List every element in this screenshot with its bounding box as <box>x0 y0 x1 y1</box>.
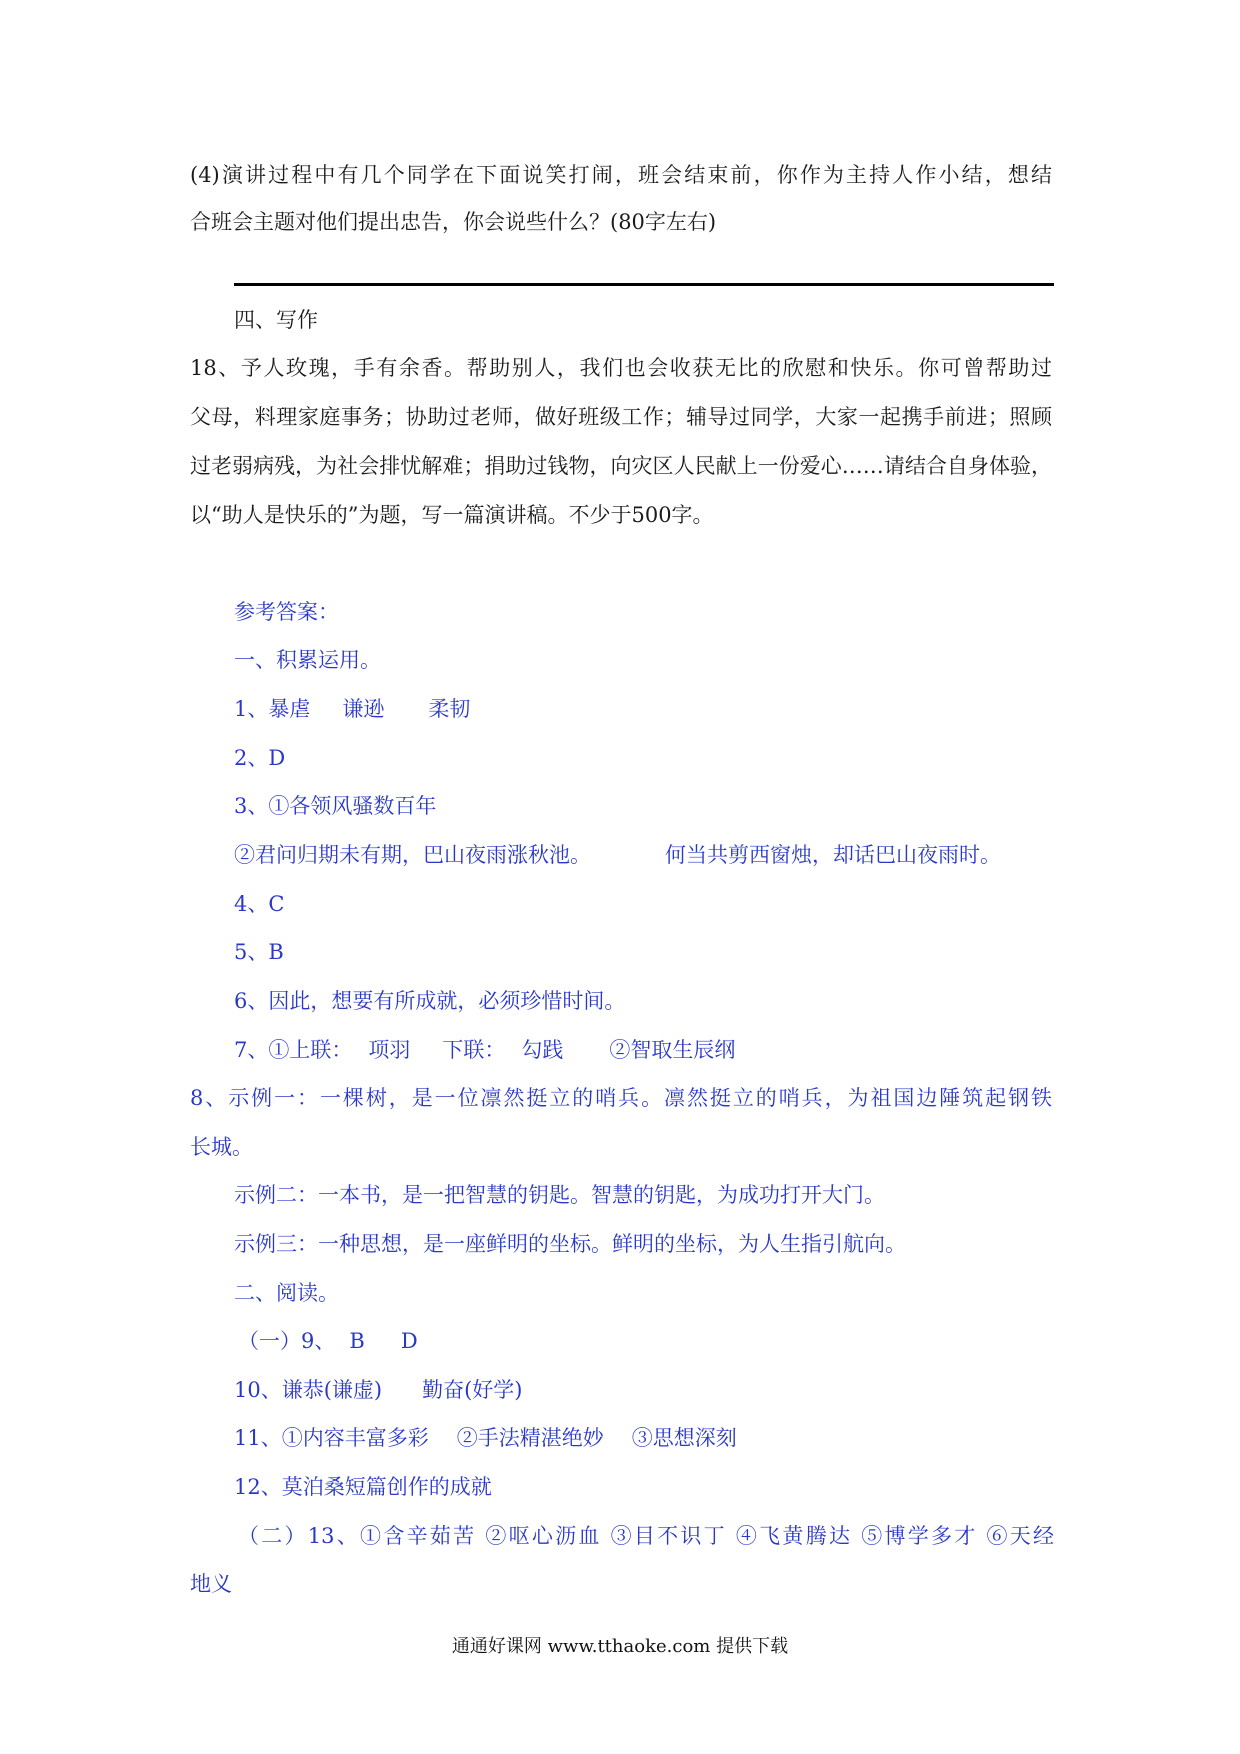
answer-12: 12、莫泊桑短篇创作的成就 <box>234 1475 492 1499</box>
answer-1 <box>234 694 470 724</box>
answer-13-line-1 <box>238 1521 1054 1551</box>
answer-line <box>234 283 1054 286</box>
answer-3a: 3、①各领风骚数百年 <box>234 794 437 818</box>
answer-10-b: 勤奋(好学) <box>422 1378 523 1402</box>
answer-5: 5、B <box>234 940 284 964</box>
answer-8-example-3: 示例三：一种思想，是一座鲜明的坐标。鲜明的坐标，为人生指引航向。 <box>234 1232 906 1256</box>
answer-1-c: 柔韧 <box>428 697 471 721</box>
answer-9-a: B <box>349 1329 365 1353</box>
answer-1-a: 1、暴虐 <box>234 697 311 721</box>
answer-13-a: （二）13、①含辛茹苦 <box>238 1524 477 1548</box>
answer-9 <box>238 1326 418 1356</box>
section-1-heading: 一、积累运用。 <box>234 648 381 672</box>
answer-10-a: 10、谦恭(谦虚) <box>234 1378 383 1402</box>
answer-3b <box>234 840 1001 870</box>
answer-13-e: ⑤博学多才 <box>861 1524 978 1548</box>
answer-11-c: ③思想深刻 <box>631 1426 737 1450</box>
answer-13-f: ⑥天经 <box>986 1524 1054 1548</box>
answer-4: 4、C <box>234 892 285 916</box>
answer-7-e: ②智取生辰纲 <box>609 1038 736 1062</box>
q4-line-2: 合班会主题对他们提出忠告，你会说些什么？(80字左右) <box>190 210 717 234</box>
page-footer: 通通好课网 www.tthaoke.com 提供下载 <box>451 1636 789 1657</box>
writing-line-3: 过老弱病残，为社会排忧解难；捐助过钱物，向灾区人民献上一份爱心……请结合自身体验， <box>190 454 1052 478</box>
answer-13-line-2: 地义 <box>190 1572 232 1596</box>
answer-7 <box>234 1035 735 1065</box>
answer-13-d: ④飞黄腾达 <box>735 1524 853 1548</box>
answer-11 <box>234 1423 737 1453</box>
answer-10 <box>234 1375 523 1405</box>
answer-11-a: 11、①内容丰富多彩 <box>234 1426 429 1450</box>
answer-13-b: ②呕心沥血 <box>485 1524 602 1548</box>
answer-3b-line-2: 何当共剪西窗烛，却话巴山夜雨时。 <box>665 843 1001 867</box>
answer-7-d: 勾践 <box>521 1038 564 1062</box>
answer-8-line-2: 长城。 <box>190 1135 253 1159</box>
answer-9-label: （一）9、 <box>238 1329 336 1353</box>
answer-7-c: 下联： <box>442 1038 506 1062</box>
q4-line-1: (4)演讲过程中有几个同学在下面说笑打闹，班会结束前，你作为主持人作小结，想结 <box>190 163 1052 187</box>
answer-8-example-2: 示例二：一本书，是一把智慧的钥匙。智慧的钥匙，为成功打开大门。 <box>234 1183 885 1207</box>
answer-13-c: ③目不识丁 <box>610 1524 727 1548</box>
answer-1-b: 谦逊 <box>342 697 385 721</box>
answer-6: 6、因此，想要有所成就，必须珍惜时间。 <box>234 989 626 1013</box>
writing-line-4: 以“助人是快乐的”为题，写一篇演讲稿。不少于500字。 <box>190 503 714 527</box>
answer-7-a: 7、①上联： <box>234 1038 353 1062</box>
answer-9-b: D <box>400 1329 418 1353</box>
writing-line-2: 父母，料理家庭事务；协助过老师，做好班级工作；辅导过同学，大家一起携手前进；照顾 <box>190 405 1052 429</box>
writing-line-1: 18、予人玫瑰，手有余香。帮助别人，我们也会收获无比的欣慰和快乐。你可曾帮助过 <box>190 356 1052 380</box>
answer-7-b: 项羽 <box>368 1038 411 1062</box>
answer-11-b: ②手法精湛绝妙 <box>456 1426 604 1450</box>
writing-heading: 四、写作 <box>234 308 318 332</box>
answers-title: 参考答案： <box>234 600 339 624</box>
section-2-heading: 二、阅读。 <box>234 1281 339 1305</box>
answer-3b-line-1: ②君问归期未有期，巴山夜雨涨秋池。 <box>234 843 591 867</box>
answer-8-line-1: 8、示例一：一棵树，是一位凛然挺立的哨兵。凛然挺立的哨兵，为祖国边陲筑起钢铁 <box>190 1086 1052 1110</box>
answer-2: 2、D <box>234 746 286 770</box>
